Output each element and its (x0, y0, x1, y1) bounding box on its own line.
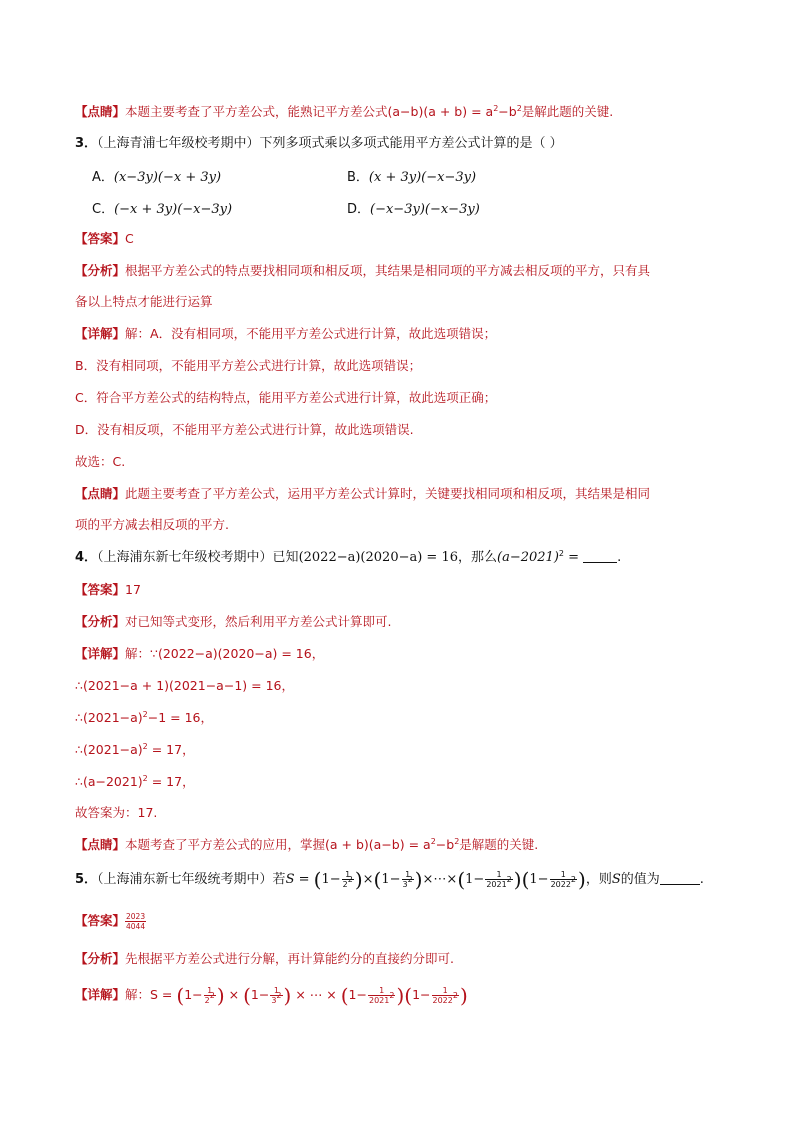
answer-fraction: $\frac{2023}{4044}$ (126, 912, 146, 931)
question-3-stem: 3．（上海青浦七年级校考期中）下列多项式乘以多项式能用平方差公式计算的是（ ） (75, 136, 563, 151)
answer-blank[interactable] (583, 550, 617, 563)
q5-analysis: 【分析】先根据平方差公式进行分解，再计算能约分的直接约分即可. (75, 951, 454, 966)
q3-option-b: B．(x + 3y)(−x−3y) (347, 170, 477, 185)
q3-detail-4: D．没有相反项，不能用平方差公式进行计算，故此选项错误. (75, 422, 414, 437)
q4-point: 【点睛】本题考查了平方差公式的应用，掌握$(a + b)(a-b) = a^2-b^2$是解题的关键. (75, 837, 539, 852)
tag-dianjing: 【点睛】 (75, 104, 126, 119)
q4-detail-2: ∴(2021−a + 1)(2021−a−1) = 16， (75, 678, 294, 693)
q3-detail-2: B．没有相同项，不能用平方差公式进行计算，故此选项错误； (75, 358, 422, 373)
q3-analysis-1: 【分析】根据平方差公式的特点要找相同项和相反项，其结果是相同项的平方减去相反项的平方，只有具 (75, 263, 651, 278)
question-4-stem: 4．（上海浦东新七年级校考期中）已知(2022−a)(2020−a) = 16，那么$(a-2021)^2$ = . (75, 549, 622, 565)
q4-detail-1: 【详解】解：∵(2022−a)(2020−a) = 16， (75, 646, 325, 661)
q5-detail: 【详解】解：S = (1− $\frac{1}{2^2}$ ) × (1− $\frac{1}{3^2}$ ) × ⋯ × (1− $\frac{1}{2021^2}$ )(1− $\frac{1}{2022^2}$ ) (75, 983, 468, 1008)
top-point-line: 【点睛】本题主要考查了平方差公式，能熟记平方差公式$(a-b)(a + b) = a^2-b^2$是解此题的关键. (75, 104, 614, 119)
q4-result: 故答案为：17. (75, 805, 158, 820)
question-5-stem: 5．（上海浦东新七年级统考期中）若S = (1− $\frac{1}{2^2}$ )×(1− $\frac{1}{3^2}$ )×⋯×(1− $\frac{1}{2021^2}$ )(1− $\frac{1}{2022^2}$ )，则S的值为 . (75, 867, 704, 892)
q3-analysis-2: 备以上特点才能进行运算 (75, 294, 213, 309)
q4-answer: 【答案】17 (75, 582, 141, 597)
q3-option-a: A．(x−3y)(−x + 3y) (92, 170, 222, 185)
q4-detail-5: $\therefore(a-2021)^2 = 17$， (75, 774, 195, 789)
q4-detail-3: $\therefore(2021-a)^2-1 = 16$， (75, 710, 214, 725)
q5-answer: 【答案】 $\frac{2023}{4044}$ (75, 912, 146, 931)
q3-point-2: 项的平方减去相反项的平方. (75, 517, 229, 532)
q3-option-d: D．(−x−3y)(−x−3y) (347, 202, 480, 217)
q3-option-c: C．(−x + 3y)(−x−3y) (92, 202, 233, 217)
q3-point-1: 【点睛】此题主要考查了平方差公式，运用平方差公式计算时，关键要找相同项和相反项，其结果是相同 (75, 486, 651, 501)
answer-blank[interactable] (660, 872, 700, 885)
q4-analysis: 【分析】对已知等式变形，然后利用平方差公式计算即可. (75, 614, 392, 629)
q3-choose: 故选：C. (75, 454, 126, 469)
q3-answer: 【答案】C (75, 231, 134, 246)
q4-detail-4: $\therefore(2021-a)^2 = 17$， (75, 742, 195, 757)
q3-detail-1: 【详解】解：A．没有相同项，不能用平方差公式进行计算，故此选项错误； (75, 326, 497, 341)
q3-detail-3: C．符合平方差公式的结构特点，能用平方差公式进行计算，故此选项正确； (75, 390, 497, 405)
